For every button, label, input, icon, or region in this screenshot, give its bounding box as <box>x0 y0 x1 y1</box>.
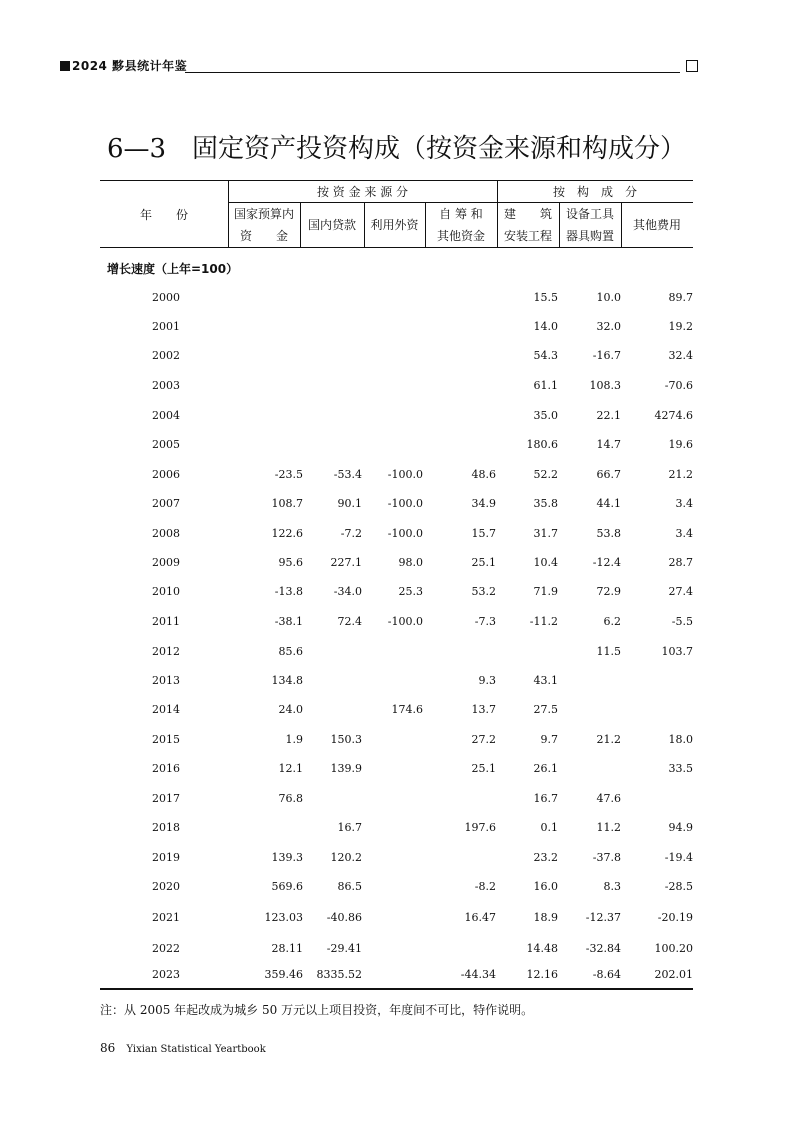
table-row <box>100 526 693 542</box>
table-cell: 22.1 <box>596 409 621 422</box>
table-cell: 76.8 <box>278 792 303 805</box>
table-cell: 13.7 <box>471 703 496 716</box>
table-cell: 0.1 <box>540 821 558 834</box>
col-header-state-budget: 国家预算内 <box>233 207 294 221</box>
year-cell: 2008 <box>152 527 180 540</box>
col-header-construction-line2: 安装工程 <box>503 229 552 243</box>
table-cell: -5.5 <box>671 615 693 628</box>
year-cell: 2018 <box>152 821 180 834</box>
table-row <box>100 702 693 718</box>
table-cell: -20.19 <box>657 911 693 924</box>
table-cell: 103.7 <box>661 645 693 658</box>
table-cell: 16.47 <box>464 911 496 924</box>
table-row <box>100 732 693 748</box>
year-cell: 2004 <box>152 409 180 422</box>
year-cell: 2003 <box>152 379 180 392</box>
table-cell: 18.0 <box>668 733 693 746</box>
col-header-construction: 建 筑 <box>503 207 552 221</box>
table-cell: 180.6 <box>526 438 558 451</box>
year-cell: 2019 <box>152 851 180 864</box>
table-cell: 47.6 <box>596 792 621 805</box>
year-cell: 2014 <box>152 703 180 716</box>
table-row <box>100 850 693 866</box>
table-cell: 95.6 <box>278 556 303 569</box>
table-cell: 15.7 <box>471 527 496 540</box>
table-cell: 27.4 <box>668 585 693 598</box>
table-cell: 150.3 <box>330 733 362 746</box>
table-cell: 134.8 <box>271 674 303 687</box>
table-cell: 21.2 <box>668 468 693 481</box>
table-cell: -53.4 <box>333 468 362 481</box>
table-cell: 16.7 <box>533 792 558 805</box>
year-cell: 2006 <box>152 468 180 481</box>
table-row <box>100 408 693 424</box>
table-cell: -28.5 <box>664 880 693 893</box>
year-cell: 2009 <box>152 556 180 569</box>
table-cell: 71.9 <box>533 585 558 598</box>
year-cell: 2002 <box>152 349 180 362</box>
table-cell: 122.6 <box>271 527 303 540</box>
table-cell: 9.7 <box>540 733 558 746</box>
table-cell: 53.2 <box>471 585 496 598</box>
table-cell: -38.1 <box>274 615 303 628</box>
table-cell: 6.2 <box>603 615 621 628</box>
table-cell: -16.7 <box>592 349 621 362</box>
year-cell: 2023 <box>152 968 180 981</box>
table-cell: 44.1 <box>596 497 621 510</box>
table-cell: 12.16 <box>526 968 558 981</box>
table-cell: 28.11 <box>271 942 303 955</box>
table-cell: 3.4 <box>675 527 693 540</box>
year-cell: 2000 <box>152 291 180 304</box>
table-cell: 27.5 <box>533 703 558 716</box>
table-cell: -7.2 <box>340 527 362 540</box>
year-cell: 2011 <box>152 615 180 628</box>
table-cell: 3.4 <box>675 497 693 510</box>
table-cell: 120.2 <box>330 851 362 864</box>
table-cell: -40.86 <box>326 911 362 924</box>
year-cell: 2013 <box>152 674 180 687</box>
table-row <box>100 644 693 660</box>
table-cell: 54.3 <box>533 349 558 362</box>
col-header-other-expenses: 其他费用 <box>632 218 681 232</box>
table-cell: 11.5 <box>596 645 621 658</box>
table-cell: -100.0 <box>387 527 423 540</box>
table-cell: -7.3 <box>474 615 496 628</box>
table-cell: 100.20 <box>654 942 693 955</box>
book-title: Yixian Statistical Yeartbook <box>126 1044 266 1055</box>
table-cell: 35.8 <box>533 497 558 510</box>
table-cell: 53.8 <box>596 527 621 540</box>
table-cell: 27.2 <box>471 733 496 746</box>
table-row <box>100 290 693 306</box>
table-cell: 89.7 <box>668 291 693 304</box>
table-cell: -12.4 <box>592 556 621 569</box>
col-header-equipment: 设备工具 <box>565 207 614 221</box>
group-header-rule <box>228 202 693 203</box>
table-cell: 139.9 <box>330 762 362 775</box>
group-header-funding-source: 按 资 金 来 源 分 <box>316 185 409 199</box>
table-cell: 85.6 <box>278 645 303 658</box>
table-cell: 34.9 <box>471 497 496 510</box>
table-cell: 48.6 <box>471 468 496 481</box>
table-cell: 25.1 <box>471 762 496 775</box>
table-cell: 139.3 <box>271 851 303 864</box>
page-number: 86 <box>100 1041 116 1055</box>
table-cell: 14.0 <box>533 320 558 333</box>
year-cell: 2016 <box>152 762 180 775</box>
table-row <box>100 791 693 807</box>
table-cell: 32.0 <box>596 320 621 333</box>
table-cell: 227.1 <box>330 556 362 569</box>
table-cell: 14.48 <box>526 942 558 955</box>
table-cell: 28.7 <box>668 556 693 569</box>
table-cell: 94.9 <box>668 821 693 834</box>
col-header-self-raised-line2: 其他资金 <box>436 229 485 243</box>
col-header-foreign-investment: 利用外资 <box>370 218 419 232</box>
table-cell: 52.2 <box>533 468 558 481</box>
header-rule <box>185 72 680 73</box>
col-header-state-budget-line2: 资 金 <box>239 229 288 243</box>
table-cell: 72.4 <box>337 615 362 628</box>
table-row <box>100 437 693 453</box>
table-cell: 31.7 <box>533 527 558 540</box>
table-cell: 43.1 <box>533 674 558 687</box>
year-cell: 2005 <box>152 438 180 451</box>
table-row <box>100 319 693 335</box>
table-cell: 24.0 <box>278 703 303 716</box>
table-cell: -70.6 <box>664 379 693 392</box>
table-cell: -19.4 <box>664 851 693 864</box>
table-row <box>100 673 693 689</box>
table-header-bottom-rule <box>100 247 693 248</box>
table-cell: 359.46 <box>264 968 303 981</box>
table-cell: -11.2 <box>529 615 558 628</box>
table-cell: 25.3 <box>398 585 423 598</box>
table-cell: 15.5 <box>533 291 558 304</box>
table-cell: 108.3 <box>589 379 621 392</box>
table-cell: 108.7 <box>271 497 303 510</box>
year-cell: 2007 <box>152 497 180 510</box>
table-cell: -13.8 <box>274 585 303 598</box>
table-cell: 12.1 <box>278 762 303 775</box>
table-cell: 10.4 <box>533 556 558 569</box>
table-cell: -44.34 <box>460 968 496 981</box>
table-cell: -100.0 <box>387 468 423 481</box>
table-cell: 23.2 <box>533 851 558 864</box>
table-cell: 26.1 <box>533 762 558 775</box>
square-bullet-icon <box>60 61 70 71</box>
table-row <box>100 820 693 836</box>
table-row <box>100 967 693 983</box>
table-cell: 98.0 <box>398 556 423 569</box>
year-cell: 2020 <box>152 880 180 893</box>
table-row <box>100 467 693 483</box>
running-header-text: 2024 黟县统计年鉴 <box>72 59 188 73</box>
year-cell: 2017 <box>152 792 180 805</box>
table-cell: -8.64 <box>592 968 621 981</box>
table-cell: 16.0 <box>533 880 558 893</box>
table-row <box>100 348 693 364</box>
table-cell: 10.0 <box>596 291 621 304</box>
group-header-composition: 按 构 成 分 <box>552 185 637 199</box>
table-cell: -32.84 <box>585 942 621 955</box>
table-cell: 19.6 <box>668 438 693 451</box>
table-cell: 14.7 <box>596 438 621 451</box>
table-cell: 35.0 <box>533 409 558 422</box>
running-header <box>60 58 698 76</box>
table-cell: 123.03 <box>264 911 303 924</box>
stub-header: 年 份 <box>139 208 188 222</box>
table-cell: 19.2 <box>668 320 693 333</box>
table-cell: 8335.52 <box>316 968 362 981</box>
table-cell: 1.9 <box>285 733 303 746</box>
page-title: 6—3 固定资产投资构成（按资金来源和构成分） <box>106 134 687 164</box>
year-cell: 2010 <box>152 585 180 598</box>
table-row <box>100 555 693 571</box>
table-note: 注：从 2005 年起改成为城乡 50 万元以上项目投资，年度间不可比，特作说明。 <box>100 1003 534 1017</box>
year-cell: 2012 <box>152 645 180 658</box>
table-row <box>100 378 693 394</box>
table-top-rule <box>100 180 693 181</box>
table-cell: 72.9 <box>596 585 621 598</box>
table-cell: 11.2 <box>596 821 621 834</box>
table-cell: 569.6 <box>271 880 303 893</box>
section-label: 增长速度（上年=100） <box>107 262 239 276</box>
table-cell: 8.3 <box>603 880 621 893</box>
table-cell: -29.41 <box>326 942 362 955</box>
table-cell: -12.37 <box>585 911 621 924</box>
table-cell: 33.5 <box>668 762 693 775</box>
table-cell: 90.1 <box>337 497 362 510</box>
table-cell: -34.0 <box>333 585 362 598</box>
table-cell: 18.9 <box>533 911 558 924</box>
table-row <box>100 941 693 957</box>
table-cell: 32.4 <box>668 349 693 362</box>
table-cell: -37.8 <box>592 851 621 864</box>
table-cell: 4274.6 <box>654 409 693 422</box>
table-row <box>100 879 693 895</box>
col-header-domestic-loans: 国内贷款 <box>307 218 356 232</box>
table-cell: 174.6 <box>391 703 423 716</box>
checkbox-square-icon <box>686 60 698 72</box>
table-row <box>100 584 693 600</box>
table-cell: 66.7 <box>596 468 621 481</box>
table-cell: 21.2 <box>596 733 621 746</box>
table-row <box>100 496 693 512</box>
table-cell: 86.5 <box>337 880 362 893</box>
year-cell: 2021 <box>152 911 180 924</box>
table-bottom-rule <box>100 988 693 990</box>
year-cell: 2001 <box>152 320 180 333</box>
col-header-self-raised: 自 筹 和 <box>439 207 483 221</box>
table-cell: -8.2 <box>474 880 496 893</box>
table-cell: -100.0 <box>387 497 423 510</box>
table-row <box>100 614 693 630</box>
table-cell: -23.5 <box>274 468 303 481</box>
col-header-equipment-line2: 器具购置 <box>565 229 614 243</box>
table-cell: -100.0 <box>387 615 423 628</box>
year-cell: 2015 <box>152 733 180 746</box>
table-cell: 9.3 <box>478 674 496 687</box>
table-row <box>100 910 693 926</box>
table-row <box>100 761 693 777</box>
year-cell: 2022 <box>152 942 180 955</box>
table-cell: 25.1 <box>471 556 496 569</box>
table-cell: 197.6 <box>464 821 496 834</box>
page-footer <box>100 1041 266 1057</box>
table-cell: 202.01 <box>654 968 693 981</box>
table-cell: 16.7 <box>337 821 362 834</box>
table-cell: 61.1 <box>533 379 558 392</box>
